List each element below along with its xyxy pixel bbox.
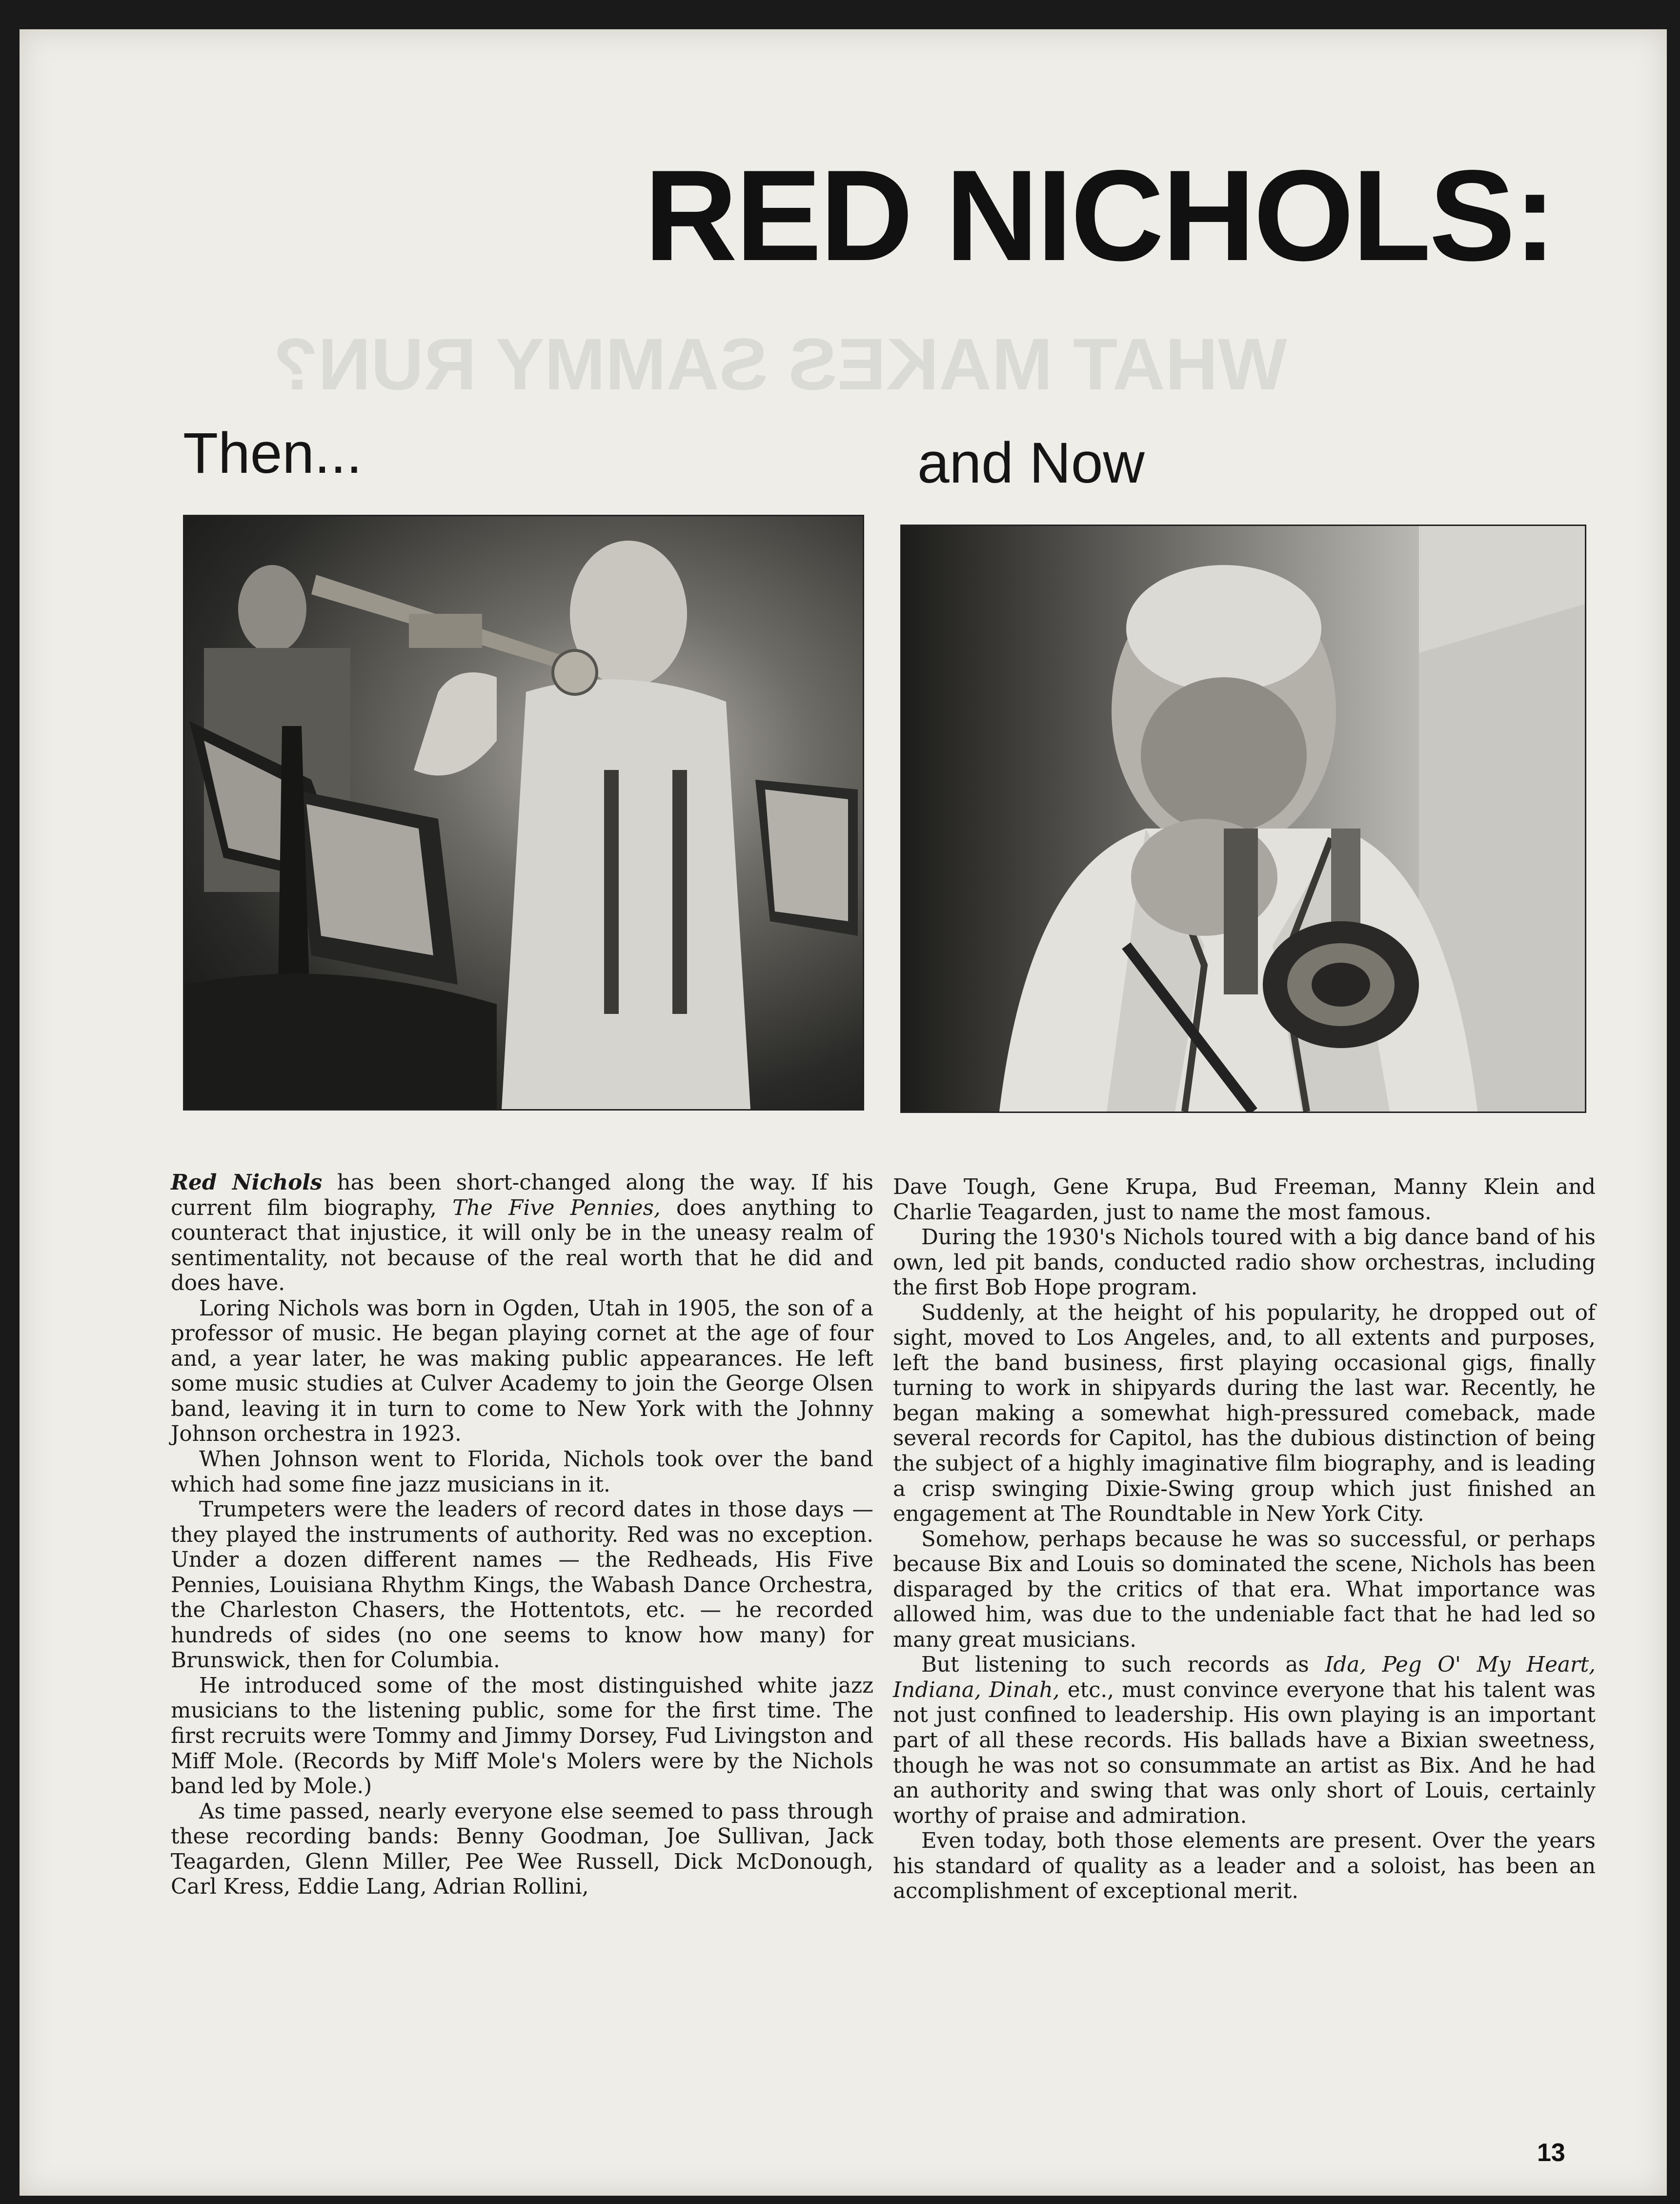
article-column-left — [171, 1170, 873, 1900]
magazine-page — [20, 29, 1667, 2196]
photo-then-illustration — [184, 516, 863, 1109]
article-paragraph: Even today, both those elements are present. Over the years his standard of quality as a leader and a soloist, has been an accomplishment of exceptional merit. — [893, 1829, 1596, 1904]
now-caption: and Now — [917, 431, 1145, 495]
article-paragraph: Loring Nichols was born in Ogden, Utah in 1905, the son of a professor of music. He began playing cornet at the age of four and, a year later, he was making public appearances. He left some music studies at Culver Academy to join the George Olsen band, leaving it in turn to come to New York with the Johnny Johnson orchestra in 1923. — [171, 1296, 873, 1447]
photo-now-illustration — [902, 526, 1585, 1112]
article-paragraph: When Johnson went to Florida, Nichols took over the band which had some fine jazz musicians in it. — [171, 1447, 873, 1497]
photo-now-older-nichols — [900, 525, 1586, 1113]
intro-rest: does anything to counteract that injustice, it will only be in the uneasy realm of sentimentality, not because of the real worth that he did and does have. — [171, 1195, 874, 1296]
intro-text: has been short-changed along the way. If his current film biography, — [171, 1171, 873, 1220]
intro-lead-name: Red Nichols — [171, 1170, 323, 1195]
p5-start: But listening to such records as — [921, 1653, 1309, 1678]
article-paragraph: During the 1930's Nichols toured with a big dance band of his own, led pit bands, conducted radio show orchestras, including the first Bob Hope program. — [893, 1225, 1596, 1300]
article-paragraph: As time passed, nearly everyone else seemed to pass through these recording bands: Benny Goodman, Joe Sullivan, Jack Teagarden, Glenn Miller, Pee Wee Russell, Dick McDonough, Carl Kress, Eddie Lang, Adrian Rollini, — [171, 1799, 873, 1900]
article-paragraph: Somehow, perhaps because he was so successful, or perhaps because Bix and Louis so dominated the scene, Nichols has been disparaged by the critics of that era. What importance was allowed him, was due to the undeniable fact that he had led so many great musicians. — [893, 1527, 1596, 1652]
article-paragraph: Dave Tough, Gene Krupa, Bud Freeman, Manny Klein and Charlie Teagarden, just to name the most famous. — [893, 1175, 1596, 1225]
page-number: 13 — [1537, 2139, 1565, 2167]
photo-then-young-nichols — [183, 515, 864, 1111]
article-headline: RED NICHOLS: — [644, 143, 1555, 288]
article-paragraph — [171, 1170, 873, 1296]
bleed-through-text: WHAT MAKES SAMMY RUN? — [273, 323, 1287, 405]
record-titles: Ida, Peg O' My Heart, Indiana, Dinah, — [893, 1653, 1596, 1702]
film-title: The Five Pennies, — [452, 1195, 661, 1220]
p5-rest: etc., must convince everyone that his talent was not just confined to leadership. His own playing is an important part of all these records. His ballads have a Bixian sweetness, though he was not so consummate an artist as Bix. And he had an authority and swing that was only short of Louis, certainly worthy of praise and admiration. — [893, 1678, 1596, 1828]
article-column-right — [893, 1175, 1596, 1904]
article-paragraph — [893, 1653, 1596, 1829]
then-caption: Then... — [183, 421, 363, 485]
article-paragraph: Suddenly, at the height of his popularity, he dropped out of sight, moved to Los Angeles, and, to all extents and purposes, left the band business, first playing occasional gigs, finally turning to work in shipyards during the last war. Recently, he began making a somewhat high-pressured comeback, made several records for Capitol, has the dubious distinction of being the subject of a highly imaginative film biography, and is leading a crisp swinging Dixie-Swing group which just finished an engagement at The Roundtable in New York City. — [893, 1300, 1596, 1527]
article-paragraph: Trumpeters were the leaders of record dates in those days — they played the instruments of authority. Red was no exception. Under a dozen different names — the Redheads, His Five Pennies, Louisiana Rhythm Kings, the Wabash Dance Orchestra, the Charleston Chasers, the Hottentots, etc. — he recorded hundreds of sides (no one seems to know how many) for Brunswick, then for Columbia. — [171, 1497, 873, 1673]
article-paragraph: He introduced some of the most distinguished white jazz musicians to the listening public, some for the first time. The first recruits were Tommy and Jimmy Dorsey, Fud Livingston and Miff Mole. (Records by Miff Mole's Molers were by the Nichols band led by Mole.) — [171, 1673, 873, 1799]
